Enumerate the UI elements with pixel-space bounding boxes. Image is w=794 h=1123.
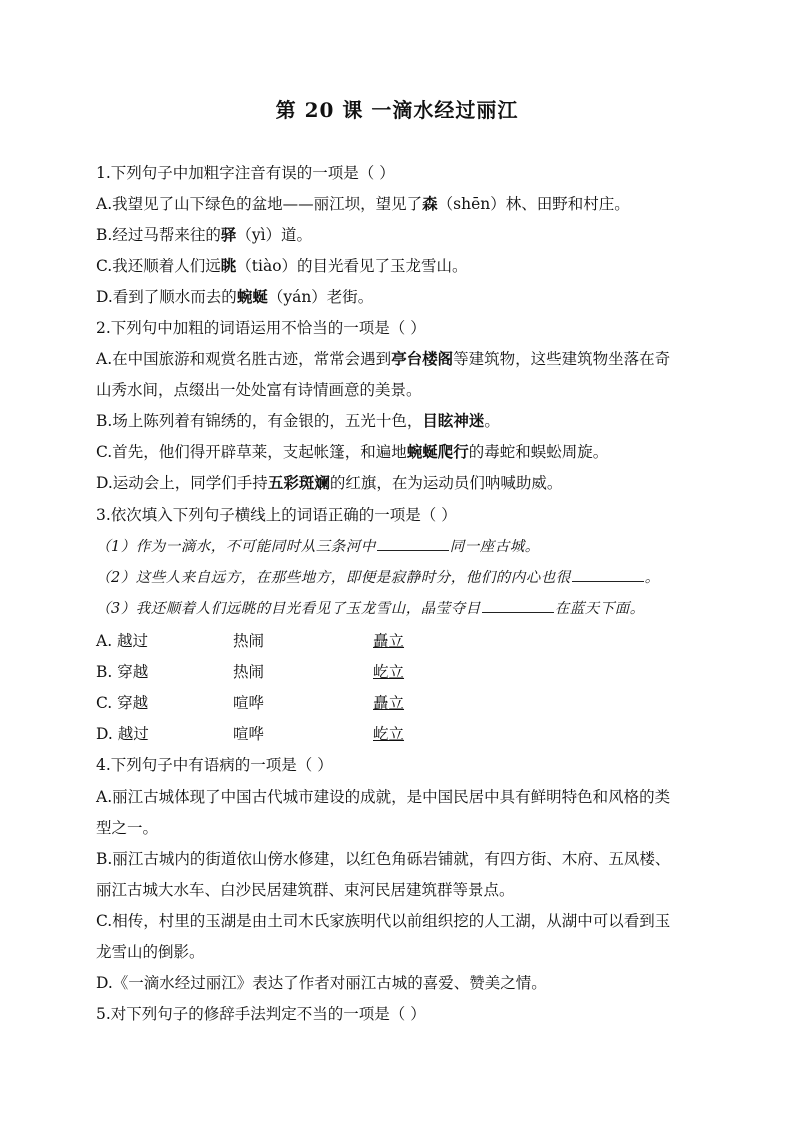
- question-3-sentence-1: （1）作为一滴水，不可能同时从三条河中 同一座古城。: [96, 536, 540, 558]
- question-4-option-d: D.《一滴水经过丽江》表达了作者对丽江古城的喜爱、赞美之情。: [96, 974, 547, 992]
- question-4-option-b: B.丽江古城内的街道依山傍水修建，以红色角砾岩铺就，有四方街、木府、五凤楼、: [96, 850, 671, 868]
- question-2-option-b: B.场上陈列着有锦绣的，有金银的，五光十色，目眩神迷。: [96, 411, 500, 430]
- question-3-sentence-3: （3）我还顺着人们远眺的目光看见了玉龙雪山，晶莹夺目 在蓝天下面。: [96, 598, 645, 620]
- question-1-option-b: B.经过马帮来往的驿（yì）道。: [96, 225, 313, 244]
- question-1-option-a: A.我望见了山下绿色的盆地——丽江坝，望见了森（shēn）林、田野和村庄。: [96, 194, 630, 213]
- option-label: D. 越过: [96, 725, 149, 743]
- option-word-3: 矗立: [373, 694, 405, 712]
- question-5-stem: 5.对下列句子的修辞手法判定不当的一项是（ ）: [96, 1005, 426, 1023]
- answer-blank: [377, 536, 449, 551]
- question-3-stem: 3.依次填入下列句子横线上的词语正确的一项是（ ）: [96, 506, 457, 524]
- question-1-stem: 1.下列句子中加粗字注音有误的一项是（ ）: [96, 164, 395, 182]
- question-4-option-c-continued: 龙雪山的倒影。: [96, 943, 205, 961]
- question-2-option-a-continued: 山秀水间，点缀出一处处富有诗情画意的美景。: [96, 381, 422, 399]
- option-word-3: 屹立: [373, 725, 405, 743]
- answer-blank: [572, 567, 644, 582]
- option-label: B. 穿越: [96, 663, 149, 681]
- question-4-option-a: A.丽江古城体现了中国古代城市建设的成就，是中国民居中具有鲜明特色和风格的类: [96, 788, 671, 806]
- option-label: C. 穿越: [96, 694, 149, 712]
- option-word-3: 矗立: [373, 632, 405, 650]
- question-4-stem: 4.下列句子中有语病的一项是（ ）: [96, 756, 333, 774]
- option-word-2: 热闹: [233, 663, 265, 681]
- question-1-option-d: D.看到了顺水而去的蜿蜒（yán）老街。: [96, 287, 374, 306]
- question-2-option-a: A.在中国旅游和观赏名胜古迹，常常会遇到亭台楼阁等建筑物，这些建筑物坐落在奇: [96, 349, 671, 368]
- answer-blank: [482, 598, 554, 613]
- option-word-3: 屹立: [373, 663, 405, 681]
- question-2-stem: 2.下列句中加粗的词语运用不恰当的一项是（ ）: [96, 319, 426, 337]
- question-4-option-a-continued: 型之一。: [96, 819, 159, 837]
- question-4-option-b-continued: 丽江古城大水车、白沙民居建筑群、束河民居建筑群等景点。: [96, 881, 515, 899]
- question-4-option-c: C.相传，村里的玉湖是由土司木氏家族明代以前组织挖的人工湖，从湖中可以看到玉: [96, 912, 671, 930]
- question-2-option-c: C.首先，他们得开辟草莱，支起帐篷，和遍地蜿蜒爬行的毒蛇和蜈蚣周旋。: [96, 442, 609, 461]
- option-word-2: 喧哗: [233, 694, 265, 712]
- question-2-option-d: D.运动会上，同学们手持五彩斑斓的红旗，在为运动员们呐喊助威。: [96, 473, 563, 492]
- option-word-2: 喧哗: [233, 725, 265, 743]
- question-1-option-c: C.我还顺着人们远眺（tiào）的目光看见了玉龙雪山。: [96, 256, 468, 275]
- option-label: A. 越过: [96, 632, 149, 650]
- question-3-sentence-2: （2）这些人来自远方，在那些地方，即便是寂静时分，他们的内心也很 。: [96, 567, 660, 589]
- page-title: 第 20 课 一滴水经过丽江: [275, 98, 519, 122]
- option-word-2: 热闹: [233, 632, 265, 650]
